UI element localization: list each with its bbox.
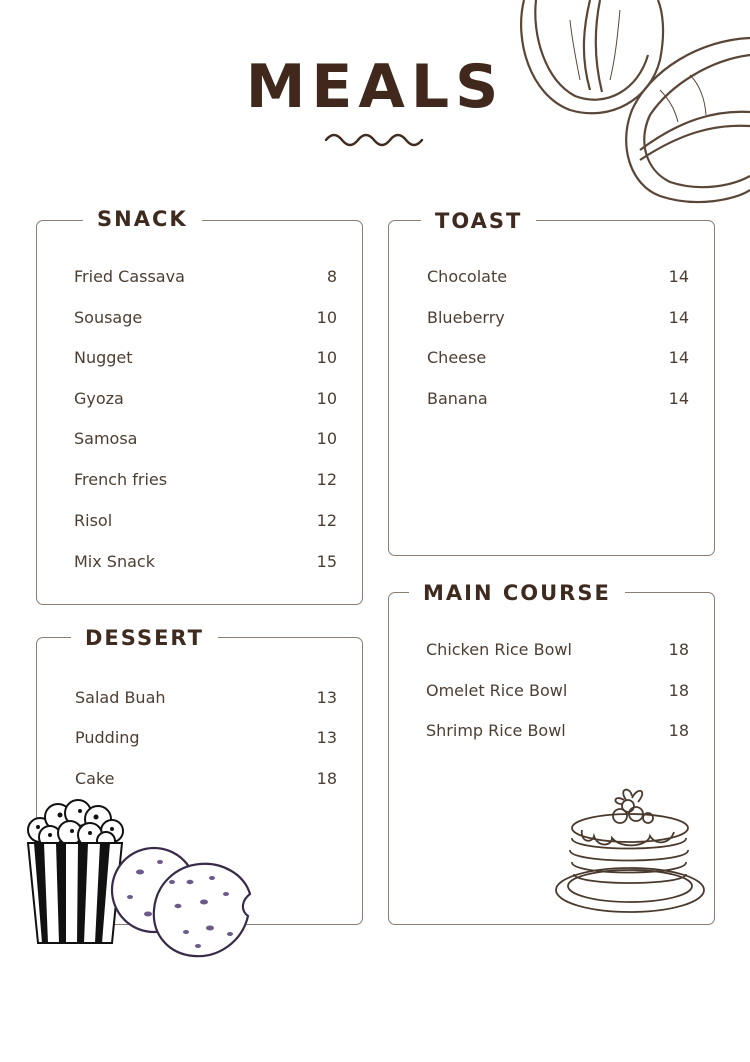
item-name: Banana (427, 389, 488, 408)
item-name: Blueberry (427, 308, 505, 327)
item-name: Omelet Rice Bowl (426, 681, 568, 700)
item-name: Gyoza (74, 389, 124, 408)
item-name: Fried Cassava (74, 267, 185, 286)
item-price: 10 (316, 429, 337, 448)
item-name: Risol (74, 511, 113, 530)
menu-item (37, 727, 362, 749)
menu-item (37, 510, 362, 532)
section-heading: SNACK (83, 206, 202, 232)
menu-item (37, 469, 362, 491)
section-heading: DESSERT (71, 625, 218, 651)
item-name: Chicken Rice Bowl (426, 640, 572, 659)
item-name: Shrimp Rice Bowl (426, 721, 566, 740)
menu-item (37, 687, 362, 709)
menu-item (389, 266, 714, 288)
menu-item (37, 428, 362, 450)
item-price: 12 (316, 470, 337, 489)
item-price: 14 (668, 308, 689, 327)
menu-item (389, 388, 714, 410)
menu-item (37, 307, 362, 329)
item-price: 10 (316, 348, 337, 367)
item-price: 18 (316, 769, 337, 788)
item-price: 12 (316, 511, 337, 530)
snack-section (36, 207, 363, 605)
menu-item (37, 768, 362, 790)
item-name: Samosa (74, 429, 138, 448)
toast-section (388, 209, 715, 556)
menu-item (37, 347, 362, 369)
menu-item (389, 307, 714, 329)
page-title: MEALS (245, 52, 505, 122)
squiggle-divider (324, 128, 426, 148)
item-price: 14 (668, 348, 689, 367)
item-price: 18 (668, 721, 689, 740)
item-price: 15 (316, 552, 337, 571)
item-name: Pudding (75, 728, 140, 747)
item-name: French fries (74, 470, 168, 489)
item-name: Mix Snack (74, 552, 155, 571)
item-name: Salad Buah (75, 688, 166, 707)
item-price: 8 (326, 267, 337, 286)
item-price: 10 (316, 389, 337, 408)
section-heading: MAIN COURSE (409, 580, 625, 606)
item-price: 14 (668, 267, 689, 286)
item-price: 14 (668, 389, 689, 408)
menu-item (389, 347, 714, 369)
item-price: 13 (316, 728, 337, 747)
pancakes-icon (552, 786, 712, 922)
item-price: 18 (668, 640, 689, 659)
item-name: Cake (75, 769, 115, 788)
section-heading: TOAST (421, 208, 536, 234)
item-name: Nugget (74, 348, 133, 367)
menu-item (37, 388, 362, 410)
item-price: 10 (316, 308, 337, 327)
menu-item (37, 266, 362, 288)
item-name: Cheese (427, 348, 487, 367)
item-price: 13 (316, 688, 337, 707)
item-price: 18 (668, 681, 689, 700)
item-name: Sousage (74, 308, 143, 327)
item-name: Chocolate (427, 267, 508, 286)
menu-item (389, 680, 714, 702)
cookies-icon (110, 842, 255, 964)
menu-item (389, 639, 714, 661)
menu-item (37, 551, 362, 573)
menu-item (389, 720, 714, 742)
